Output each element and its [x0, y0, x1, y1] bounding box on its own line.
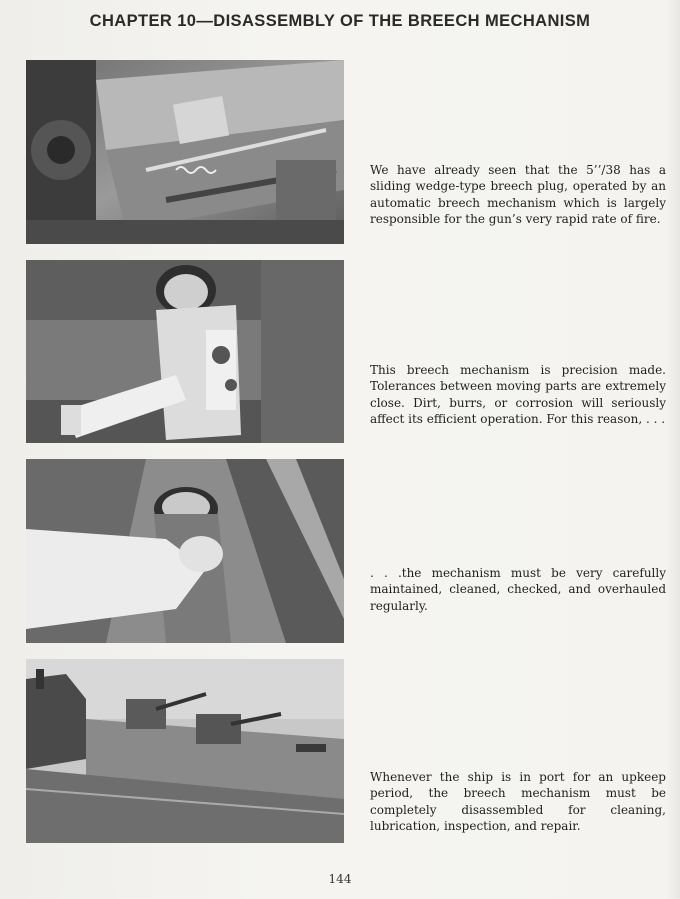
breech-mechanism-closeup-photo	[26, 60, 344, 244]
chapter-title: CHAPTER 10—DISASSEMBLY OF THE BREECH MECHANISM	[89, 12, 591, 30]
paragraph-maintenance: . . .the mechanism must be very carefully maintained, cleaned, checked, and overhauled regularly.	[370, 566, 666, 613]
ship-gun-mounts-photo	[26, 659, 344, 843]
hand-cleaning-bore-photo	[26, 459, 344, 643]
bleed-through-text	[370, 270, 662, 330]
page-edge-shadow	[666, 0, 680, 899]
paragraph-disassembly: Whenever the ship is in port for an upkeep period, the breech mechanism must be completely disassembled for cleaning, lubrication, inspection, and repair.	[370, 770, 666, 834]
paragraph-precision: This breech mechanism is precision made. Tolerances between moving parts are extremely close. Dirt, burrs, or corrosion will seriously affect its efficient operation. For this reason, . . .	[370, 363, 666, 427]
bleed-through-text	[370, 46, 662, 126]
paragraph-breech-plug: We have already seen that the 5’’/38 has a sliding wedge-type breech plug, operated by an automatic breech mechanism which is largely responsible for the gun’s very rapid rate of fire.	[370, 163, 666, 227]
page-number: 144	[328, 872, 352, 886]
bleed-through-text	[370, 462, 662, 642]
breech-block-photo	[26, 260, 344, 443]
